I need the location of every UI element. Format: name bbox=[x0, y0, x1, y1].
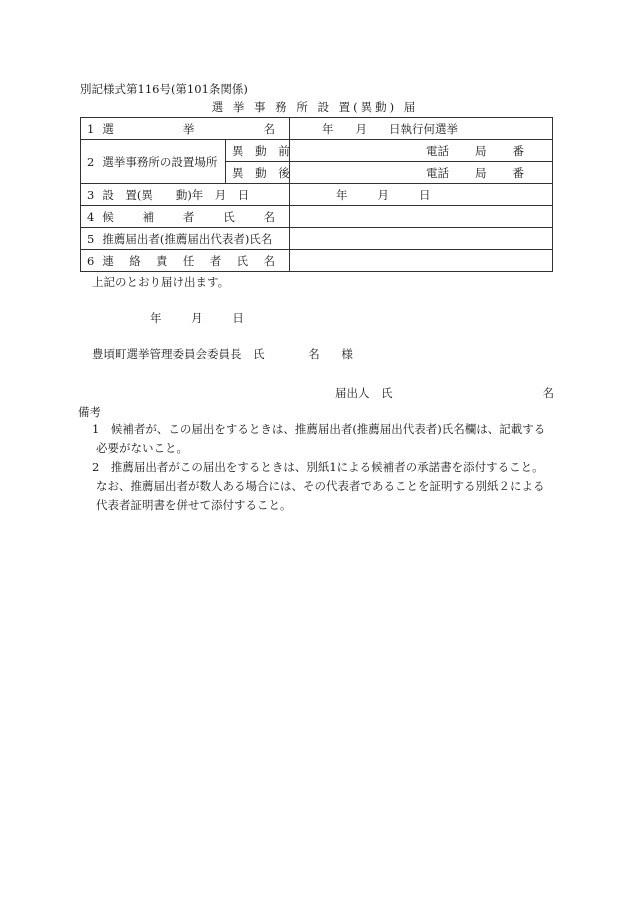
value-recommender-name[interactable] bbox=[290, 228, 553, 250]
table-row-office-location-before bbox=[81, 140, 553, 162]
remark-note-2-line-2: なお、推薦届出者が数人ある場合には、その代表者であることを証明する別紙２による bbox=[96, 479, 545, 493]
value-location-before[interactable]: 電話 局 番 bbox=[290, 140, 553, 162]
table-row-contact-person bbox=[81, 250, 553, 272]
applicant-line: 届出人 氏 名 bbox=[335, 386, 554, 400]
remark-note-1-line-1: 1 候補者が、この届出をするときは、推薦届出者(推薦届出代表者)氏名欄は、記載する bbox=[92, 422, 546, 436]
table-row-election-name bbox=[81, 118, 553, 140]
notification-form-table bbox=[80, 117, 553, 272]
label-candidate-name: 4 候 補 者 氏 名 bbox=[81, 206, 290, 228]
label-office-location: 2 選挙事務所の設置場所 bbox=[81, 140, 226, 184]
value-setup-date[interactable]: 年 月 日 bbox=[290, 184, 553, 206]
submission-statement: 上記のとおり届け出ます。 bbox=[92, 275, 230, 289]
label-after-change: 異 動 後 bbox=[226, 162, 290, 184]
form-reference: 別記様式第116号(第101条関係) bbox=[80, 82, 248, 96]
label-setup-date: 3 設 置(異 動)年 月 日 bbox=[81, 184, 290, 206]
addressee-line: 豊頃町選挙管理委員会委員長 氏 名 様 bbox=[92, 347, 353, 361]
value-contact-person[interactable] bbox=[290, 250, 553, 272]
label-contact-person: 6 連 絡 責 任 者 氏 名 bbox=[81, 250, 290, 272]
table-row-setup-date bbox=[81, 184, 553, 206]
remark-note-2-line-3: 代表者証明書を併せて添付すること。 bbox=[96, 498, 292, 512]
submission-date: 年 月 日 bbox=[150, 311, 244, 325]
label-recommender-name: 5 推薦届出者(推薦届出代表者)氏名 bbox=[81, 228, 290, 250]
value-candidate-name[interactable] bbox=[290, 206, 553, 228]
remark-note-1-line-2: 必要がないこと。 bbox=[96, 441, 188, 455]
label-election-name: 1 選 挙 名 bbox=[81, 118, 290, 140]
remarks-heading: 備考 bbox=[78, 405, 101, 419]
table-row-candidate-name bbox=[81, 206, 553, 228]
label-before-change: 異 動 前 bbox=[226, 140, 290, 162]
value-location-after[interactable]: 電話 局 番 bbox=[290, 162, 553, 184]
document-title: 選 挙 事 務 所 設 置(異動) 届 bbox=[211, 100, 419, 114]
remark-note-2-line-1: 2 推薦届出者がこの届出をするときは、別紙1による候補者の承諾書を添付すること。 bbox=[92, 460, 544, 474]
table-row-recommender-name bbox=[81, 228, 553, 250]
value-election-name[interactable]: 年 月 日執行何選挙 bbox=[290, 118, 553, 140]
